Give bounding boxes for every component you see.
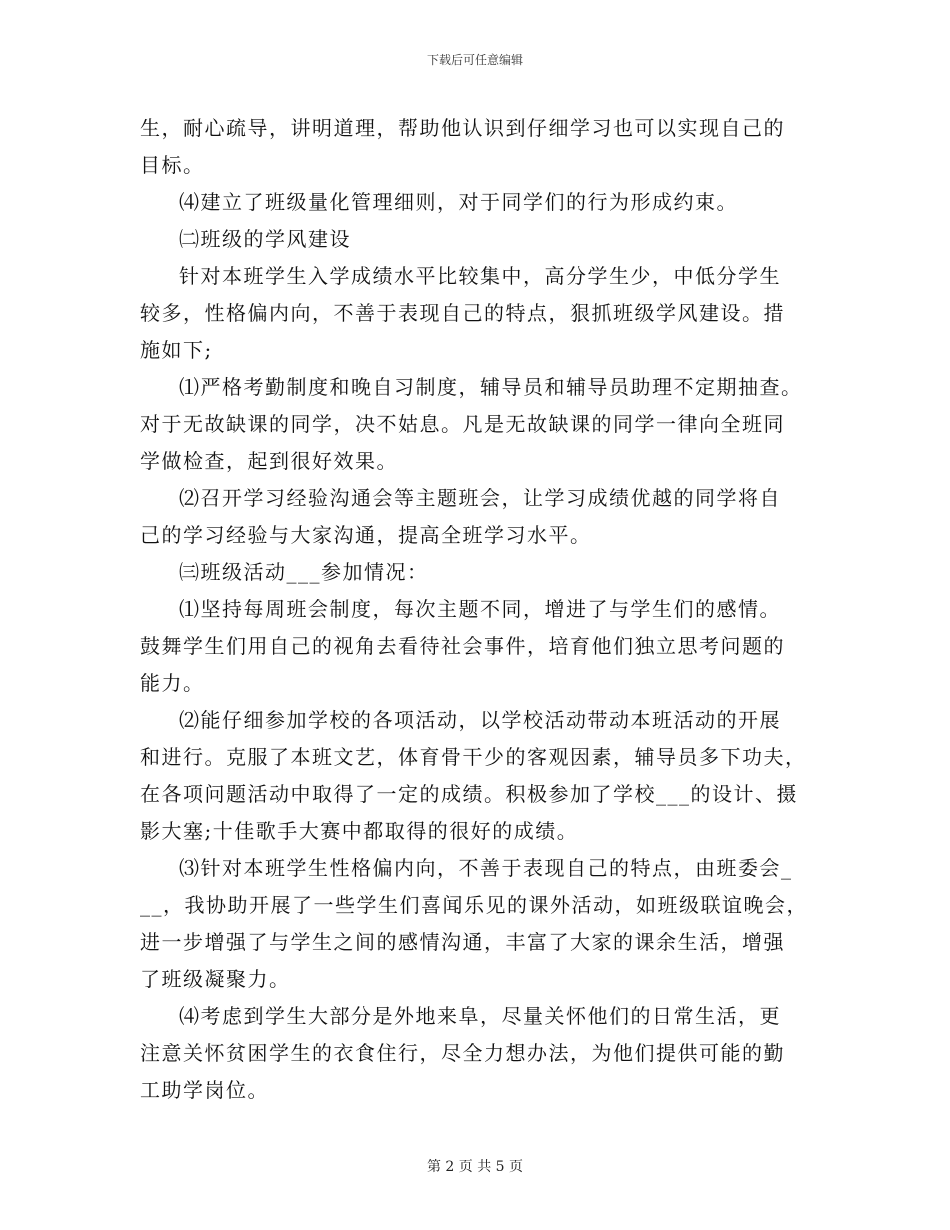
- text-line: ⑷考虑到学生大部分是外地来阜，尽量关怀他们的日常生活，更: [179, 1004, 781, 1028]
- text-line: ⑷建立了班级量化管理细则，对于同学们的行为形成约束。: [179, 190, 738, 214]
- section-heading: ㈢班级活动___参加情况：: [179, 560, 429, 584]
- text-line: 较多，性格偏内向，不善于表现自己的特点，狠抓班级学风建设。措: [140, 301, 785, 325]
- text-line: 了班级凝聚力。: [140, 967, 291, 991]
- text-line: 注意关怀贫困学生的衣食住行，尽全力想办法，为他们提供可能的勤: [140, 1041, 785, 1065]
- text-line: 进一步增强了与学生之间的感情沟通，丰富了大家的课余生活，增强: [140, 930, 785, 954]
- text-line: ⑴严格考勤制度和晚自习制度，辅导员和辅导员助理不定期抽查。: [179, 375, 803, 399]
- page-number: 第 2 页 共 5 页: [426, 1159, 524, 1175]
- document-body: [140, 110, 810, 1109]
- text-line: 己的学习经验与大家沟通，提高全班学习水平。: [140, 523, 592, 547]
- text-line: 对于无故缺课的同学，决不姑息。凡是无故缺课的同学一律向全班同: [140, 412, 785, 436]
- text-line: 能力。: [140, 671, 205, 695]
- text-line: 生，耐心疏导，讲明道理，帮助他认识到仔细学习也可以实现自己的: [140, 116, 785, 140]
- text-line: 影大塞;十佳歌手大赛中都取得的很好的成绩。: [140, 819, 579, 843]
- text-line: 学做检查，起到很好效果。: [140, 449, 398, 473]
- page-header: 下载后可任意编辑: [426, 53, 523, 67]
- text-line: ⑶针对本班学生性格偏内向，不善于表现自己的特点，由班委会_: [179, 856, 793, 880]
- text-line: ⑵能仔细参加学校的各项活动，以学校活动带动本班活动的开展: [179, 708, 781, 732]
- text-line: 目标。: [140, 153, 205, 177]
- text-line: ⑵召开学习经验沟通会等主题班会，让学习成绩优越的同学将自: [179, 486, 781, 510]
- text-line: ⑴坚持每周班会制度，每次主题不同，增进了与学生们的感情。: [179, 597, 781, 621]
- text-line: 工助学岗位。: [140, 1078, 269, 1102]
- text-line: 施如下;: [140, 338, 213, 362]
- text-line: 针对本班学生入学成绩水平比较集中，高分学生少，中低分学生: [179, 264, 781, 288]
- text-line: 在各项问题活动中取得了一定的成绩。积极参加了学校___的设计、摄: [140, 782, 798, 806]
- text-line: 鼓舞学生们用自己的视角去看待社会事件，培育他们独立思考问题的: [140, 634, 785, 658]
- text-line: __，我协助开展了一些学生们喜闻乐见的课外活动，如班级联谊晚会，: [140, 893, 808, 917]
- section-heading: ㈡班级的学风建设: [179, 227, 351, 251]
- text-line: 和进行。克服了本班文艺，体育骨干少的客观因素，辅导员多下功夫，: [140, 745, 807, 769]
